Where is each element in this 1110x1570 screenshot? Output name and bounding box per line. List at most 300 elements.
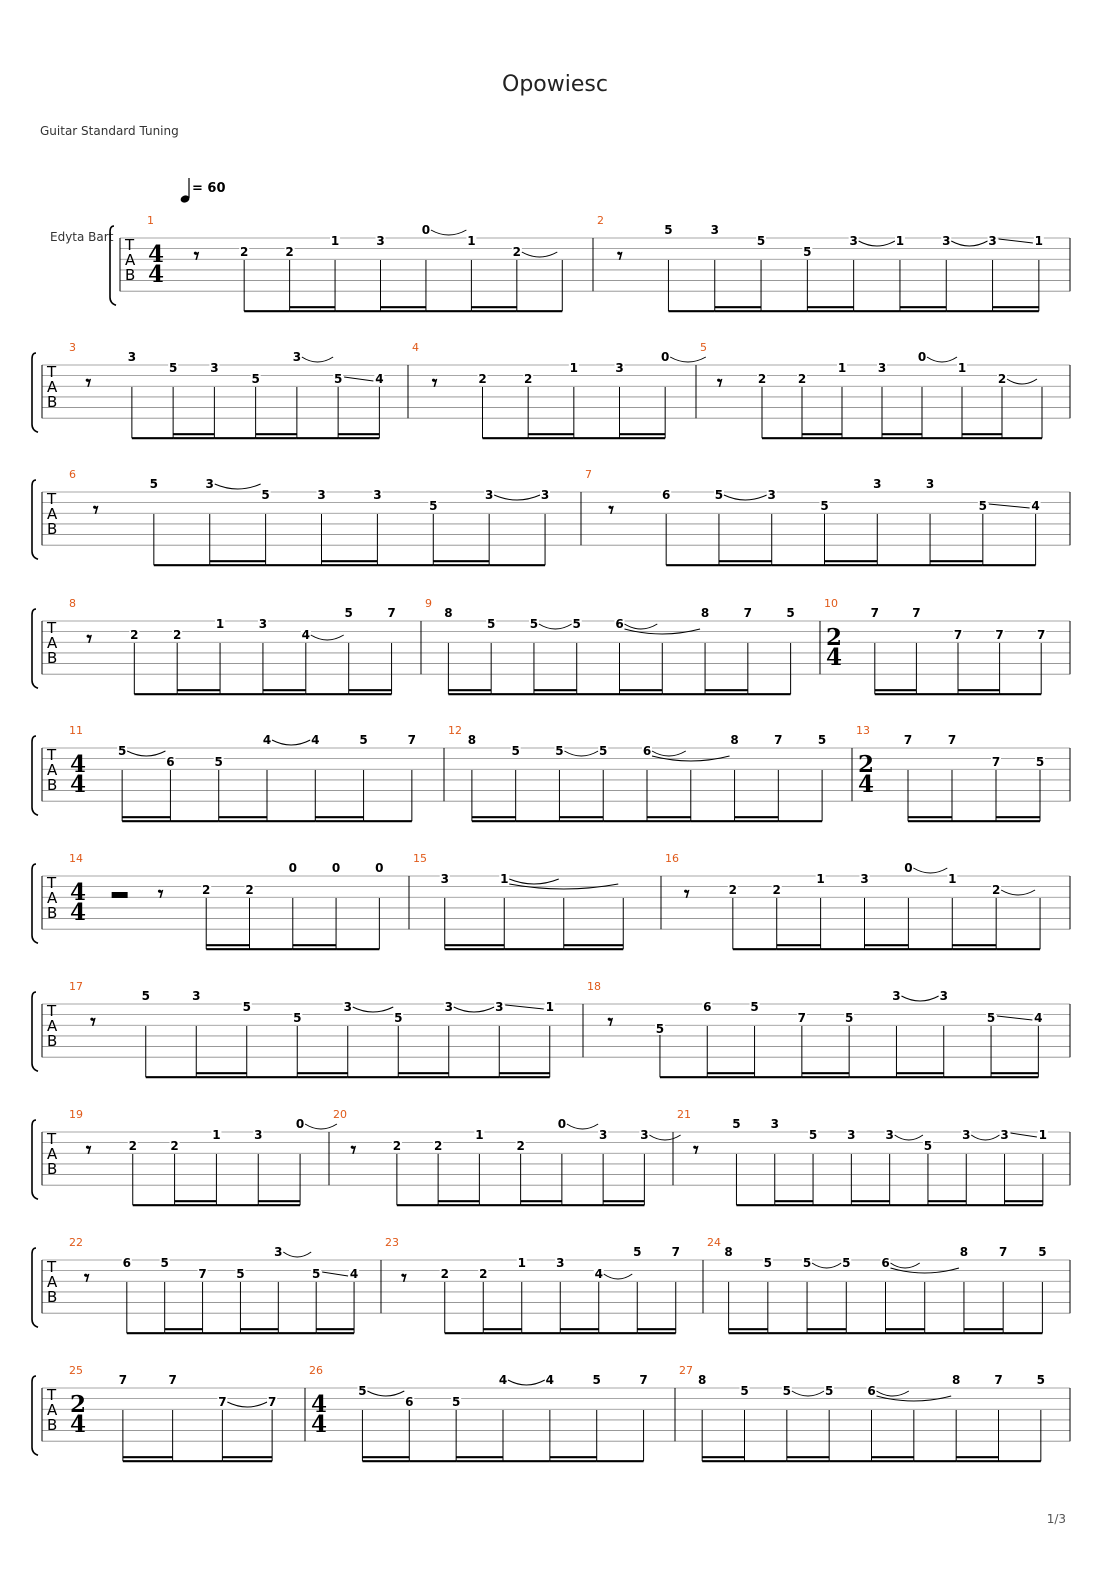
fret-number: 3 — [939, 989, 948, 1003]
fret-number: 5 — [782, 1384, 792, 1398]
fret-number: 8 — [951, 1373, 961, 1387]
tab-clef-letter: A — [47, 761, 58, 779]
tie-arc — [283, 1252, 311, 1257]
measure-number: 24 — [707, 1236, 721, 1249]
fret-number: 3 — [556, 1256, 565, 1270]
time-signature-bottom: 4 — [70, 899, 87, 926]
fret-number: 0 — [557, 1117, 567, 1131]
tie-arc — [812, 1263, 841, 1268]
tab-clef-letter: T — [47, 619, 57, 637]
slide-line — [989, 504, 1030, 508]
tie-arc — [625, 624, 658, 629]
fret-number: 2 — [479, 1267, 488, 1281]
tie-arc — [305, 1124, 337, 1129]
tab-system — [32, 468, 1070, 565]
fret-number: 2 — [772, 883, 781, 897]
system-bracket — [32, 736, 38, 815]
system-bracket — [32, 992, 38, 1071]
fret-number: 2 — [130, 628, 139, 642]
tie-arc — [891, 1263, 920, 1268]
tuning-label: Guitar Standard Tuning — [40, 124, 179, 138]
tab-system — [32, 724, 1070, 821]
fret-number: 7 — [639, 1373, 648, 1387]
system-bracket — [110, 226, 116, 305]
tab-clef-letter: B — [47, 1160, 58, 1178]
fret-number: 3 — [849, 234, 858, 248]
fret-number: 6 — [122, 1256, 131, 1270]
fret-number: 7 — [998, 1245, 1008, 1259]
time-signature-top: 4 — [70, 751, 87, 778]
fret-number: 3 — [540, 488, 550, 502]
fret-number: 3 — [710, 223, 719, 237]
eighth-rest-icon: 𝄾 — [693, 1137, 699, 1162]
eighth-rest-icon: 𝄾 — [92, 497, 99, 522]
fret-number: 7 — [995, 628, 1004, 642]
eighth-rest-icon: 𝄾 — [617, 243, 623, 268]
tab-clef-letter: B — [47, 520, 58, 538]
fret-number: 1 — [212, 1128, 221, 1142]
tab-system — [32, 1108, 1070, 1205]
tab-clef-letter: T — [47, 874, 57, 892]
fret-number: 3 — [343, 1000, 352, 1014]
fret-number: 3 — [885, 1128, 894, 1142]
measure-number: 5 — [700, 341, 707, 354]
time-signature-bottom: 4 — [826, 644, 843, 671]
tie-arc — [670, 357, 706, 362]
fret-number: 1 — [330, 234, 340, 248]
fret-number: 5 — [824, 1384, 834, 1398]
fret-number: 2 — [173, 628, 182, 642]
fret-number: 1 — [545, 1000, 554, 1014]
fret-number: 4 — [301, 628, 310, 642]
tab-system — [32, 597, 1070, 694]
fret-number: 5 — [394, 1011, 403, 1025]
fret-number: 7 — [870, 606, 879, 620]
fret-number: 2 — [239, 245, 249, 259]
fret-number: 1 — [500, 872, 509, 886]
fret-number: 6 — [405, 1395, 414, 1409]
slide-line — [344, 377, 373, 381]
measure-number: 4 — [412, 341, 419, 354]
fret-number: 5 — [986, 1011, 996, 1025]
fret-number: 3 — [210, 361, 219, 375]
measure-number: 20 — [333, 1108, 347, 1121]
fret-number: 3 — [292, 350, 302, 364]
tab-clef-letter: B — [47, 1416, 58, 1434]
measure-number: 26 — [309, 1364, 323, 1377]
fret-number: 5 — [756, 234, 766, 248]
measure-number: 25 — [69, 1364, 83, 1377]
tab-clef-letter: T — [47, 1130, 57, 1148]
fret-number: 7 — [118, 1373, 128, 1387]
fret-number: 5 — [820, 499, 829, 513]
tie-arc — [649, 1135, 680, 1140]
fret-number: 1 — [569, 361, 579, 375]
tab-clef-letter: B — [125, 266, 136, 284]
time-signature-top: 2 — [70, 1391, 87, 1418]
tie-arc — [895, 1135, 923, 1140]
measure-number: 15 — [413, 852, 427, 865]
fret-number: 3 — [962, 1128, 971, 1142]
eighth-rest-icon: 𝄾 — [607, 1009, 614, 1034]
tie-arc — [652, 751, 686, 756]
measure-number: 18 — [587, 980, 601, 993]
eighth-rest-icon: 𝄾 — [90, 1009, 96, 1034]
tie-arc — [272, 740, 310, 745]
fret-number: 7 — [912, 606, 921, 620]
fret-number: 5 — [714, 488, 724, 502]
tie-arc — [927, 357, 957, 362]
tab-clef-letter: A — [47, 1145, 58, 1163]
fret-number: 7 — [743, 606, 753, 620]
system-bracket — [32, 1248, 38, 1327]
tie-arc — [1001, 890, 1035, 895]
fret-number: 1 — [816, 872, 825, 886]
tie-arc — [311, 635, 344, 640]
tab-clef-letter: T — [125, 236, 135, 254]
fret-number: 7 — [953, 628, 963, 642]
fret-number: 4 — [375, 372, 384, 386]
eighth-rest-icon: 𝄾 — [193, 243, 200, 268]
measure-number: 14 — [69, 852, 83, 865]
fret-number: 3 — [317, 488, 326, 502]
fret-number: 3 — [767, 488, 776, 502]
fret-number: 3 — [877, 361, 887, 375]
time-signature-bottom: 4 — [70, 771, 87, 798]
tab-clef-letter: A — [125, 251, 136, 269]
time-signature-top: 4 — [148, 241, 165, 268]
fret-number: 5 — [763, 1256, 773, 1270]
fret-number: 4 — [498, 1373, 508, 1387]
tie-arc — [539, 624, 572, 629]
fret-number: 3 — [373, 488, 382, 502]
tab-system — [32, 1364, 1070, 1461]
eighth-rest-icon: 𝄾 — [157, 881, 164, 906]
fret-number: 5 — [242, 1000, 251, 1014]
fret-number: 3 — [770, 1117, 779, 1131]
fret-number: 6 — [615, 617, 624, 631]
fret-number: 5 — [1036, 1373, 1046, 1387]
fret-number: 3 — [440, 872, 449, 886]
tab-clef-letter: B — [47, 1032, 58, 1050]
fret-number: 8 — [724, 1245, 733, 1259]
fret-number: 7 — [1037, 628, 1046, 642]
fret-number: 3 — [847, 1128, 856, 1142]
fret-number: 5 — [978, 499, 988, 513]
fret-number: 3 — [615, 361, 624, 375]
measure-number: 7 — [585, 468, 592, 481]
half-rest-icon — [112, 892, 128, 898]
fret-number: 0 — [375, 861, 384, 875]
fret-number: 3 — [942, 234, 951, 248]
measure-number: 1 — [147, 214, 154, 227]
fret-number: 5 — [803, 245, 812, 259]
fret-number: 0 — [421, 223, 431, 237]
fret-number: 4 — [349, 1267, 359, 1281]
fret-number: 5 — [486, 617, 496, 631]
fret-number: 1 — [475, 1128, 484, 1142]
fret-number: 7 — [774, 733, 783, 747]
fret-number: 2 — [285, 245, 294, 259]
fret-number: 1 — [895, 234, 905, 248]
fret-number: 5 — [842, 1256, 851, 1270]
fret-number: 6 — [703, 1000, 712, 1014]
tie-arc — [509, 879, 559, 884]
fret-number: 5 — [1038, 1245, 1047, 1259]
measure-number: 6 — [69, 468, 76, 481]
time-signature-top: 4 — [311, 1391, 328, 1418]
fret-number: 6 — [166, 755, 175, 769]
eighth-rest-icon: 𝄾 — [431, 370, 438, 395]
system-bracket — [32, 1120, 38, 1199]
fret-number: 5 — [160, 1256, 169, 1270]
fret-number: 2 — [512, 245, 522, 259]
fret-number: 3 — [205, 477, 214, 491]
fret-number: 6 — [881, 1256, 890, 1270]
measure-number: 2 — [597, 214, 604, 227]
fret-number: 7 — [387, 606, 396, 620]
fret-number: 8 — [444, 606, 453, 620]
fret-number: 5 — [168, 361, 178, 375]
fret-number: 4 — [262, 733, 272, 747]
fret-number: 1 — [1038, 1128, 1048, 1142]
tie-arc — [724, 495, 767, 500]
measure-number: 22 — [69, 1236, 83, 1249]
tab-system — [32, 1236, 1070, 1333]
measure-number: 3 — [69, 341, 76, 354]
fret-number: 1 — [215, 617, 225, 631]
fret-number: 3 — [640, 1128, 649, 1142]
fret-number: 2 — [478, 372, 487, 386]
fret-number: 5 — [599, 744, 608, 758]
tab-system — [110, 214, 1070, 311]
tab-clef-letter: B — [47, 1288, 58, 1306]
measure-number: 17 — [69, 980, 83, 993]
tie-arc — [901, 996, 938, 1001]
fret-number: 5 — [117, 744, 127, 758]
tie-arc — [859, 241, 895, 246]
tab-clef-letter: B — [47, 776, 58, 794]
fret-number: 1 — [517, 1256, 526, 1270]
fret-number: 3 — [598, 1128, 608, 1142]
fret-number: 5 — [261, 488, 270, 502]
fret-number: 3 — [873, 477, 882, 491]
eighth-rest-icon: 𝄾 — [83, 1265, 90, 1290]
tie-arc — [567, 1124, 598, 1129]
fret-number: 5 — [451, 1395, 461, 1409]
score-title: Opowiesc — [502, 72, 608, 97]
tie-arc — [564, 751, 598, 756]
fret-number: 2 — [997, 372, 1007, 386]
fret-number: 5 — [592, 1373, 601, 1387]
tab-clef-letter: A — [47, 378, 58, 396]
fret-number: 5 — [844, 1011, 854, 1025]
fret-number: 6 — [642, 744, 652, 758]
fret-number: 2 — [245, 883, 254, 897]
fret-number: 5 — [664, 223, 673, 237]
tab-clef-letter: A — [47, 634, 58, 652]
fret-number: 0 — [917, 350, 927, 364]
fret-number: 2 — [728, 883, 738, 897]
tab-clef-letter: T — [47, 363, 57, 381]
tie-arc — [913, 868, 947, 873]
fret-number: 8 — [730, 733, 739, 747]
tie-arc — [792, 1391, 824, 1396]
fret-number: 5 — [802, 1256, 812, 1270]
slide-line — [505, 1005, 544, 1009]
fret-number: 1 — [948, 872, 957, 886]
fret-number: 5 — [750, 1000, 759, 1014]
fret-number: 0 — [331, 861, 341, 875]
fret-number: 2 — [440, 1267, 449, 1281]
instrument-name: Edyta Bart — [50, 230, 114, 244]
fret-number: 4 — [594, 1267, 603, 1281]
fret-number: 3 — [988, 234, 997, 248]
system-bracket — [32, 864, 38, 943]
fret-number: 3 — [925, 477, 935, 491]
fret-number: 7 — [218, 1395, 227, 1409]
slide-line — [999, 239, 1033, 243]
fret-number: 2 — [797, 372, 807, 386]
time-signature-top: 2 — [826, 624, 843, 651]
fret-number: 5 — [293, 1011, 302, 1025]
fret-number: 7 — [168, 1373, 177, 1387]
fret-number: 5 — [149, 477, 159, 491]
fret-number: 3 — [274, 1245, 283, 1259]
tab-clef-letter: T — [47, 1386, 57, 1404]
tie-arc — [367, 1391, 404, 1396]
tie-arc — [1007, 379, 1037, 384]
fret-number: 3 — [892, 989, 901, 1003]
system-bracket — [32, 353, 38, 432]
fret-number: 5 — [236, 1267, 245, 1281]
slide-line — [1011, 1133, 1037, 1137]
fret-number: 5 — [655, 1022, 665, 1036]
fret-number: 5 — [344, 606, 353, 620]
fret-number: 4 — [1034, 1011, 1043, 1025]
tab-clef-letter: B — [47, 393, 58, 411]
fret-number: 2 — [991, 883, 1001, 897]
fret-number: 1 — [467, 234, 476, 248]
fret-number: 4 — [1031, 499, 1040, 513]
fret-number: 6 — [661, 488, 671, 502]
fret-number: 5 — [358, 1384, 367, 1398]
fret-number: 4 — [545, 1373, 555, 1387]
tab-clef-letter: A — [47, 889, 58, 907]
fret-number: 5 — [633, 1245, 642, 1259]
time-signature-bottom: 4 — [70, 1411, 87, 1438]
fret-number: 2 — [170, 1139, 179, 1153]
fret-number: 1 — [1034, 234, 1044, 248]
system-bracket — [32, 1376, 38, 1455]
page-number: 1/3 — [1046, 1512, 1066, 1526]
measure-number: 10 — [824, 597, 838, 610]
fret-number: 2 — [202, 883, 211, 897]
tab-system — [32, 852, 1070, 949]
fret-number: 3 — [376, 234, 385, 248]
eighth-rest-icon: 𝄾 — [86, 626, 93, 651]
fret-number: 5 — [529, 617, 539, 631]
measure-number: 8 — [69, 597, 76, 610]
time-signature-bottom: 4 — [311, 1411, 328, 1438]
time-signature-top: 2 — [858, 751, 875, 778]
fret-number: 3 — [258, 617, 268, 631]
eighth-rest-icon: 𝄾 — [401, 1265, 407, 1290]
fret-number: 5 — [817, 733, 827, 747]
fret-number: 0 — [904, 861, 913, 875]
eighth-rest-icon: 𝄾 — [608, 497, 614, 522]
fret-number: 8 — [697, 1373, 707, 1387]
fret-number: 2 — [757, 372, 767, 386]
measure-number: 9 — [425, 597, 432, 610]
tab-clef-letter: B — [47, 649, 58, 667]
system-bracket — [32, 480, 38, 559]
tab-clef-letter: A — [47, 505, 58, 523]
fret-number: 5 — [312, 1267, 321, 1281]
fret-number: 0 — [660, 350, 670, 364]
system-bracket — [32, 609, 38, 688]
fret-number: 2 — [392, 1139, 402, 1153]
slide-line — [322, 1272, 348, 1276]
fret-number: 3 — [860, 872, 869, 886]
tab-clef-letter: T — [47, 1002, 57, 1020]
fret-number: 7 — [947, 733, 957, 747]
tie-arc — [353, 1007, 394, 1012]
eighth-rest-icon: 𝄾 — [717, 370, 723, 395]
tie-arc — [494, 495, 540, 500]
fret-number: 5 — [740, 1384, 749, 1398]
fret-number: 6 — [867, 1384, 876, 1398]
tab-system — [32, 341, 1070, 438]
fret-number: 1 — [957, 361, 967, 375]
fret-number: 5 — [333, 372, 343, 386]
measure-number: 19 — [69, 1108, 83, 1121]
fret-number: 3 — [127, 350, 137, 364]
tie-arc — [227, 1402, 267, 1407]
tie-arc — [454, 1007, 495, 1012]
tie-arc — [127, 751, 165, 756]
tab-clef-letter: A — [47, 1273, 58, 1291]
tab-clef-letter: A — [47, 1401, 58, 1419]
tempo-marking: = 60 — [192, 181, 226, 196]
fret-number: 2 — [516, 1139, 525, 1153]
time-signature-top: 4 — [70, 879, 87, 906]
fret-number: 3 — [444, 1000, 453, 1014]
eighth-rest-icon: 𝄾 — [350, 1137, 357, 1162]
fret-number: 5 — [251, 372, 260, 386]
tab-clef-letter: T — [47, 746, 57, 764]
fret-number: 0 — [288, 861, 297, 875]
fret-number: 7 — [267, 1395, 277, 1409]
tie-arc — [604, 1274, 633, 1279]
tab-system — [32, 980, 1070, 1077]
tie-arc — [971, 1135, 999, 1140]
tab-clef-letter: B — [47, 904, 58, 922]
measure-number: 12 — [448, 724, 462, 737]
time-signature-bottom: 4 — [148, 261, 165, 288]
fret-number: 7 — [671, 1245, 680, 1259]
measure-number: 21 — [677, 1108, 691, 1121]
fret-number: 5 — [923, 1139, 933, 1153]
measure-number: 16 — [665, 852, 679, 865]
fret-number: 7 — [903, 733, 913, 747]
tab-clef-letter: A — [47, 1017, 58, 1035]
fret-number: 5 — [141, 989, 150, 1003]
fret-number: 7 — [797, 1011, 807, 1025]
tie-arc — [951, 241, 987, 246]
fret-number: 5 — [1035, 755, 1045, 769]
fret-number: 5 — [555, 744, 564, 758]
